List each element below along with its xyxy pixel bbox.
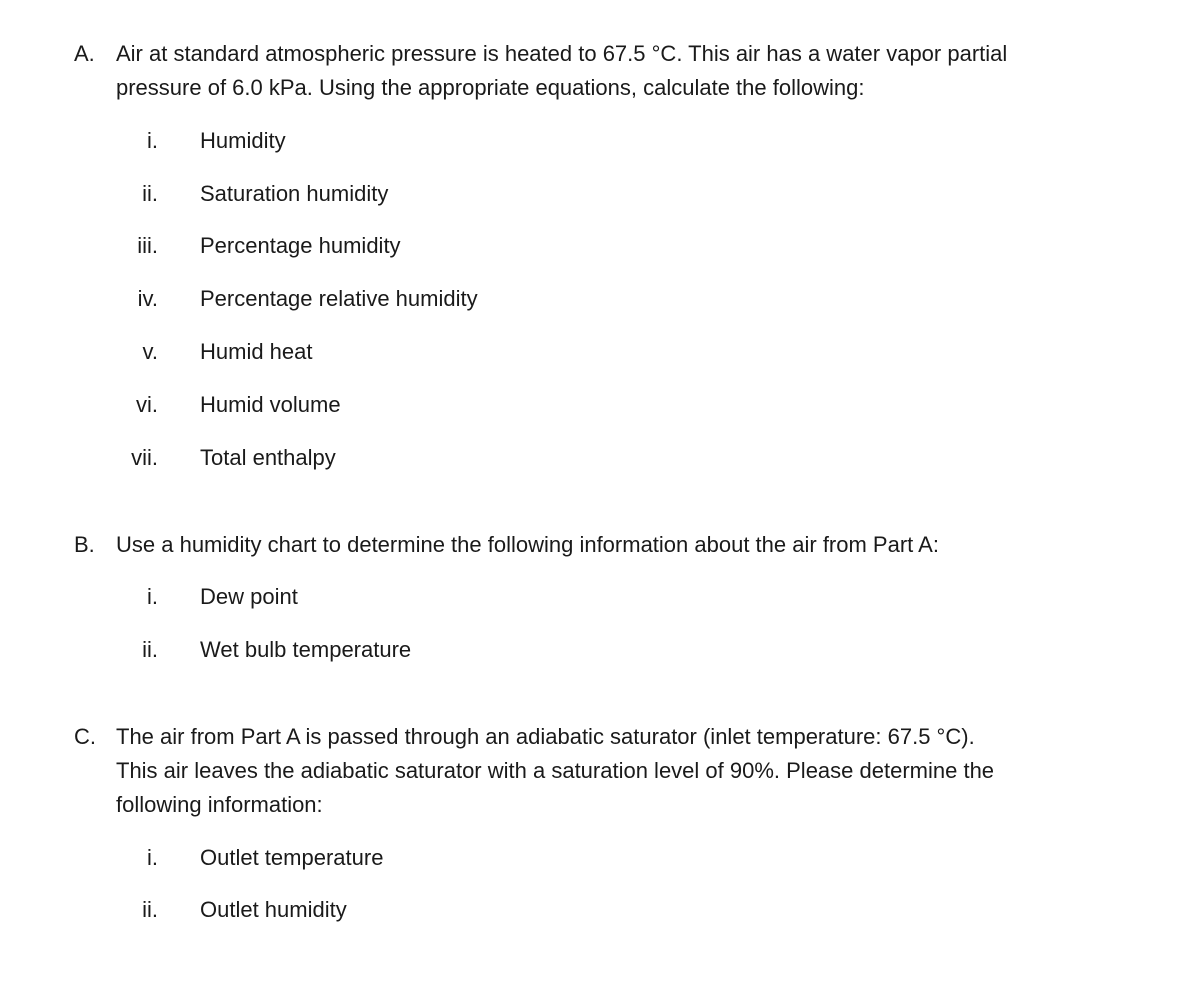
section-b-line-1: Use a humidity chart to determine the following information about the air from Part A: xyxy=(116,532,939,557)
list-item-label: Humid heat xyxy=(200,339,313,364)
section-c-line-3: following information: xyxy=(116,792,323,817)
list-item-numeral: v. xyxy=(142,339,158,364)
list-item-label: Total enthalpy xyxy=(200,445,336,470)
section-a-line-2: pressure of 6.0 kPa. Using the appropriate equations, calculate the following: xyxy=(116,75,865,100)
section-a-text xyxy=(116,37,1106,105)
list-item-numeral: ii. xyxy=(142,897,158,922)
list-item-numeral: iii. xyxy=(137,233,158,258)
section-c-line-2: This air leaves the adiabatic saturator with a saturation level of 90%. Please determine the xyxy=(116,758,995,783)
section-a-letter: A. xyxy=(74,41,95,66)
list-item-label: Humid volume xyxy=(200,392,341,417)
list-item-numeral: ii. xyxy=(142,637,158,662)
list-item-numeral: ii. xyxy=(142,181,158,206)
list-item-label: Percentage humidity xyxy=(200,233,401,258)
section-a-line-1: Air at standard atmospheric pressure is heated to 67.5 °C. This air has a water vapor partial xyxy=(116,41,1008,66)
list-item-label: Saturation humidity xyxy=(200,181,389,206)
list-item-numeral: i. xyxy=(147,128,158,153)
section-c-text xyxy=(116,720,1106,822)
list-item-numeral: i. xyxy=(147,584,158,609)
section-b-text xyxy=(116,528,1106,562)
list-item-label: Wet bulb temperature xyxy=(200,637,412,662)
list-item-label: Percentage relative humidity xyxy=(200,286,478,311)
list-item-numeral: i. xyxy=(147,845,158,870)
section-c-letter: C. xyxy=(74,724,96,749)
list-item-label: Outlet temperature xyxy=(200,845,384,870)
list-item-label: Humidity xyxy=(200,128,286,153)
list-item-label: Dew point xyxy=(200,584,298,609)
list-item-numeral: iv. xyxy=(137,286,158,311)
list-item-numeral: vi. xyxy=(136,392,158,417)
section-c-line-1: The air from Part A is passed through an adiabatic saturator (inlet temperature: 67.5 °C). xyxy=(116,724,975,749)
list-item-label: Outlet humidity xyxy=(200,897,347,922)
list-item-numeral: vii. xyxy=(131,445,158,470)
section-b-letter: B. xyxy=(74,532,95,557)
